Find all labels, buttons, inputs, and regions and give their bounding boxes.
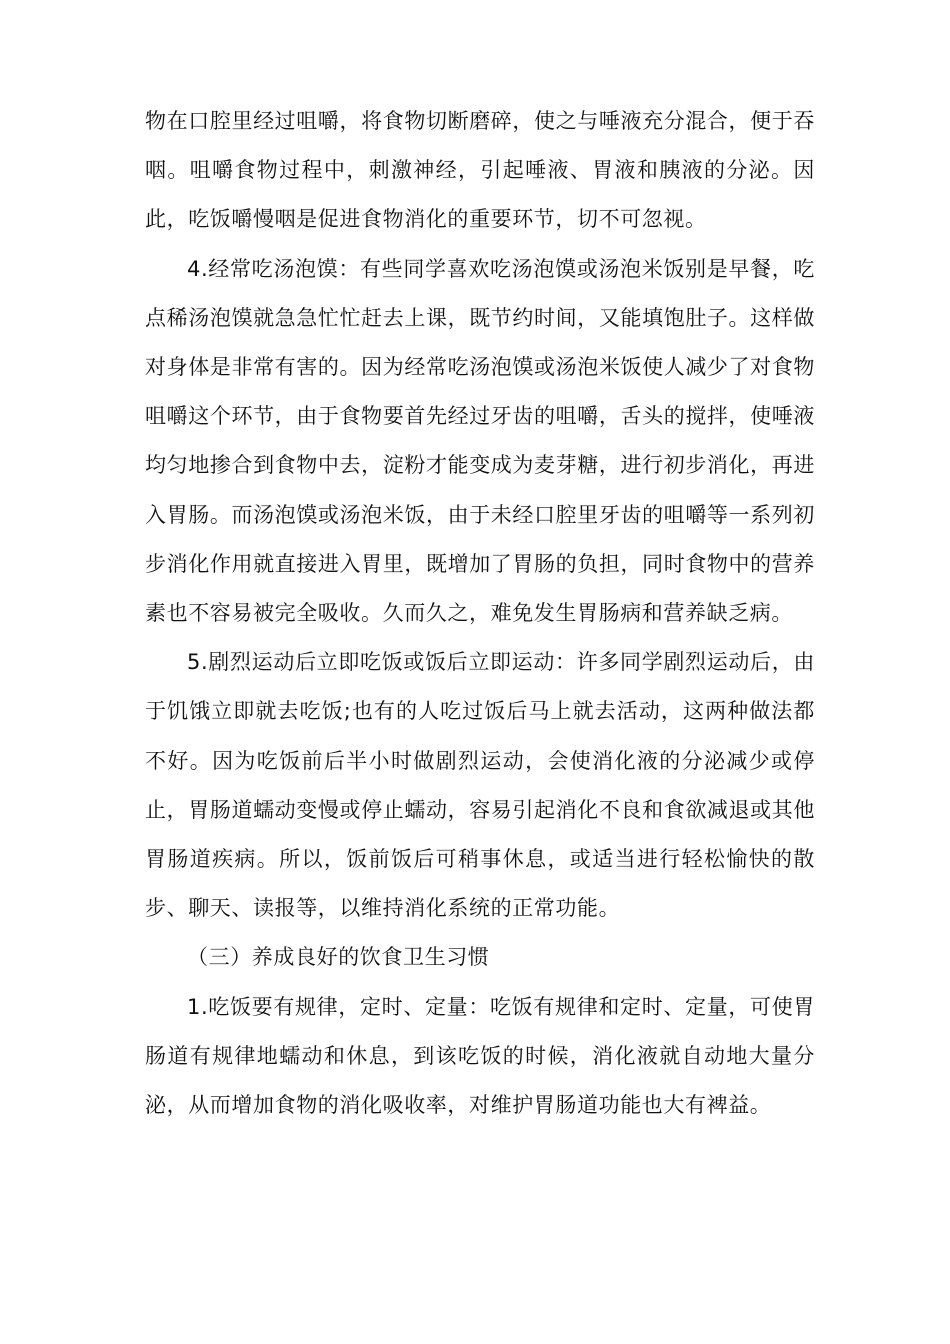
paragraph-continuation: 物在口腔里经过咀嚼，将食物切断磨碎，使之与唾液充分混合，便于吞咽。咀嚼食物过程中，刺激神经，引起唾液、胃液和胰液的分泌。因此，吃饭嚼慢咽是促进食物消化的重要环节，切不可忽视。 xyxy=(145,109,815,232)
paragraph-item-5: 5.剧烈运动后立即吃饭或饭后立即运动：许多同学剧烈运动后，由于饥饿立即就去吃饭;也有的人吃过饭后马上就去活动，这两种做法都不好。因为吃饭前后半小时做剧烈运动，会使消化液的分泌减少或停止，胃肠道蠕动变慢或停止蠕动，容易引起消化不良和食欲减退或其他胃肠道疾病。所以，饭前饭后可稍事休息，或适当进行轻松愉快的散步、聊天、读报等，以维持消化系统的正常功能。 xyxy=(145,650,815,921)
document-body xyxy=(145,97,815,1130)
section-heading: （三）养成良好的饮食卫生习惯 xyxy=(187,945,490,970)
paragraph-item-1: 1.吃饭要有规律，定时、定量：吃饭有规律和定时、定量，可使胃肠道有规律地蠕动和休息，到该吃饭的时候，消化液就自动地大量分泌，从而增加食物的消化吸收率，对维护胃肠道功能也大有裨益。 xyxy=(145,994,815,1118)
paragraph-item-4: 4.经常吃汤泡馍：有些同学喜欢吃汤泡馍或汤泡米饭别是早餐，吃点稀汤泡馍就急急忙忙赶去上课，既节约时间，又能填饱肚子。这样做对身体是非常有害的。因为经常吃汤泡馍或汤泡米饭使人减少了对食物咀嚼这个环节，由于食物要首先经过牙齿的咀嚼，舌头的搅拌，使唾液均匀地掺合到食物中去，淀粉才能变成为麦芽糖，进行初步消化，再进入胃肠。而汤泡馍或汤泡米饭，由于未经口腔里牙齿的咀嚼等一系列初步消化作用就直接进入胃里，既增加了胃肠的负担，同时食物中的营养素也不容易被完全吸收。久而久之，难免发生胃肠病和营养缺乏病。 xyxy=(145,256,815,626)
